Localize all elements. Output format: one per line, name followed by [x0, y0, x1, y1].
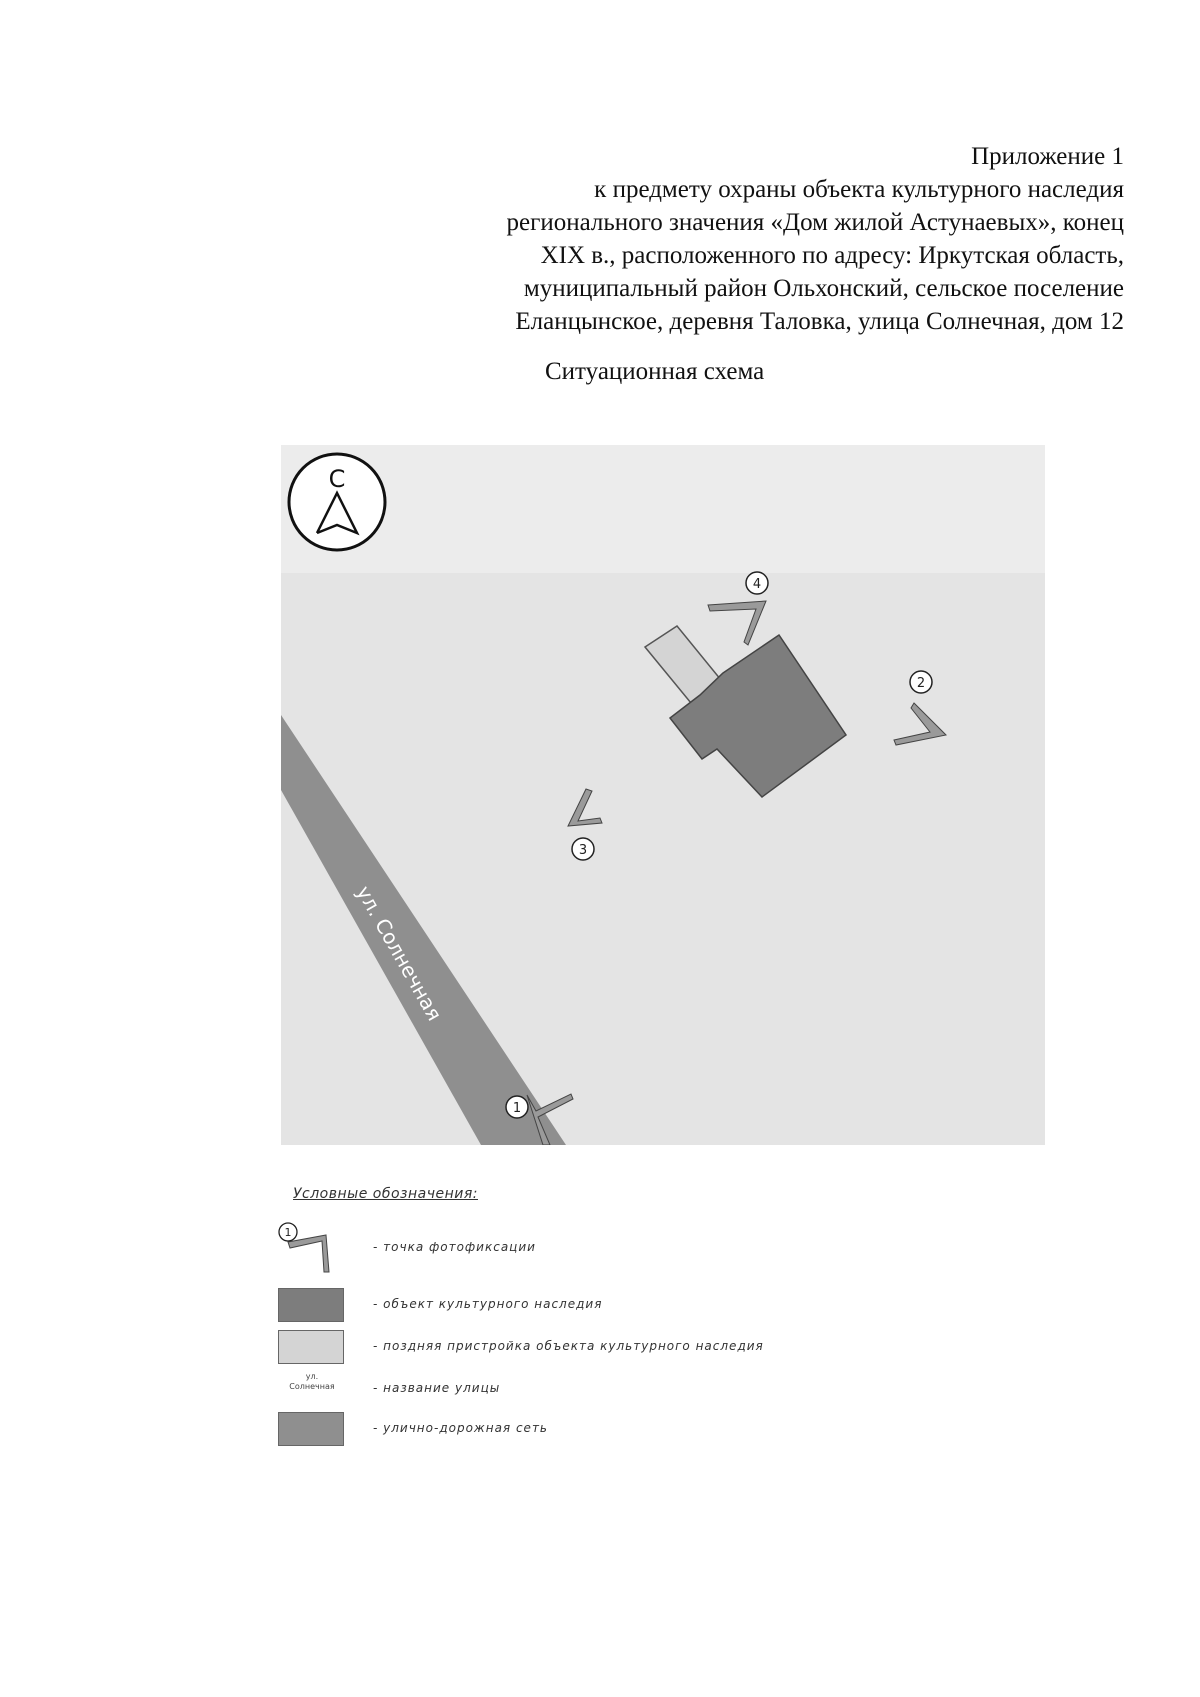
legend-row-heritage-object [278, 1286, 1058, 1326]
legend-label: - название улицы [373, 1381, 501, 1395]
legend-label: - поздняя пристройка объекта культурного наследия [373, 1339, 764, 1353]
compass-letter: С [328, 465, 346, 493]
photo-point-label: 1 [512, 1101, 522, 1116]
situation-map [281, 445, 1045, 1145]
map-top-strip [281, 445, 1045, 573]
scheme-title: Ситуационная схема [545, 358, 765, 385]
legend-label: - улично-дорожная сеть [373, 1421, 549, 1435]
legend-label: - объект культурного наследия [373, 1297, 603, 1311]
legend-road-swatch [278, 1412, 344, 1446]
legend-title: Условные обозначения: [293, 1186, 478, 1202]
legend-heritage-swatch [278, 1288, 344, 1322]
legend-extension-swatch [278, 1330, 344, 1364]
header-line: регионального значения «Дом жилой Астунаевых», конец [506, 209, 1124, 236]
photo-point-label: 2 [916, 676, 926, 691]
legend-row-photo-point [278, 1222, 1058, 1270]
header-line: Приложение 1 [971, 143, 1124, 170]
photo-point-label: 3 [578, 843, 588, 858]
legend-row-road-network [278, 1410, 1058, 1450]
legend-street-sample: ул. Солнечная [289, 1372, 335, 1391]
legend-row-street-name [278, 1370, 1058, 1410]
header-line: XIX в., расположенного по адресу: Иркутская область, [540, 242, 1124, 269]
street-label: ул. Солнечная [351, 881, 447, 1025]
appendix-header [424, 140, 1124, 338]
legend-photo-marker-icon [278, 1222, 346, 1270]
legend-marker-number: 1 [284, 1226, 292, 1239]
photo-point-label: 4 [752, 577, 762, 592]
legend-label: - точка фотофиксации [373, 1240, 536, 1254]
map-canvas [281, 445, 1045, 1145]
header-line: к предмету охраны объекта культурного наследия [594, 176, 1124, 203]
legend-row-late-extension [278, 1328, 1058, 1368]
header-line: Еланцынское, деревня Таловка, улица Солнечная, дом 12 [515, 308, 1124, 335]
north-compass-icon [289, 454, 385, 550]
header-line: муниципальный район Ольхонский, сельское поселение [523, 275, 1124, 302]
